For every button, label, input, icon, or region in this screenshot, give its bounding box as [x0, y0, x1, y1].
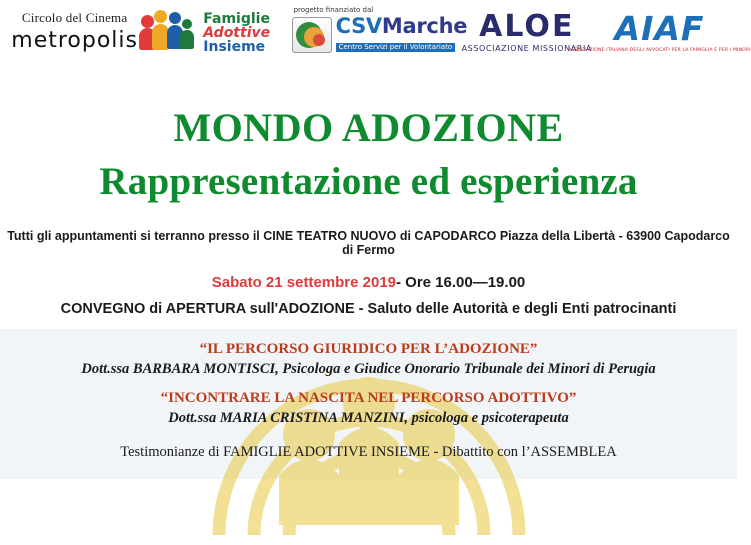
event-date: Sabato 21 settembre 2019: [211, 274, 396, 291]
logo-fai-line3: Insieme: [203, 39, 266, 56]
talk-title: “IL PERCORSO GIURIDICO PER L’ADOZIONE”: [199, 341, 538, 357]
logo-aloe: [462, 6, 592, 53]
csv-arcs-icon: [292, 17, 332, 53]
talks-list: [0, 329, 737, 461]
logo-famiglie-adottive-insieme: [139, 6, 291, 58]
logo-fai-text: [203, 12, 270, 55]
logo-fai-line1: Famiglie: [203, 10, 270, 27]
logo-aiaf-wordmark: AIAF: [614, 9, 705, 48]
logo-aiaf-subtitle: ASSOCIAZIONE ITALIANA DEGLI AVVOCATI PER LA FAMIGLIA E PER I MINORI: [568, 48, 751, 53]
closing-note: Testimonianze di FAMIGLIE ADOTTIVE INSIEME - Dibattito con l’ASSEMBLEA: [120, 444, 617, 460]
opening-session: CONVEGNO di APERTURA sull'ADOZIONE - Saluto delle Autorità e degli Enti patrocinanti: [60, 301, 677, 317]
logo-fai-line2: Adottive: [203, 24, 271, 41]
venue-info: Tutti gli appuntamenti si terranno presso il CINE TEATRO NUOVO di CAPODARCO Piazza della Libertà - 63900 Capodarco di Fermo: [7, 229, 730, 257]
logo-csv-word2: Marche: [381, 14, 468, 38]
talk-speaker: Dott.ssa BARBARA MONTISCI, Psicologa e Giudice Onorario Tribunale dei Minori di Perugia: [81, 361, 656, 377]
logo-csv-marche: [292, 6, 468, 53]
event-time: - Ore 16.00—19.00: [396, 274, 526, 291]
family-group-icon: [139, 8, 199, 58]
logo-csv-word1: CSV: [335, 14, 382, 38]
logo-circolo-del-cinema-metropolis: [10, 6, 139, 53]
logo-aloe-subtitle: ASSOCIAZIONE MISSIONARIA: [461, 44, 592, 53]
logo-csv-wordmark: [336, 16, 468, 37]
poster-subtitle: Rappresentazione ed esperienza: [99, 160, 638, 203]
logo-cinema-line2: metropolis: [11, 28, 138, 53]
sponsor-logo-strip: [0, 0, 751, 72]
logo-csv-subtitle: Centro Servizi per il Volontariato: [336, 43, 456, 52]
logo-aiaf: [568, 6, 751, 53]
logo-aloe-wordmark: ALOE: [479, 9, 575, 44]
logo-cinema-line1: Circolo del Cinema: [21, 10, 128, 25]
poster-title: MONDO ADOZIONE: [173, 105, 564, 150]
logo-csv-funding-note: progetto finanziato dal: [293, 6, 374, 14]
talk-title: “INCONTRARE LA NASCITA NEL PERCORSO ADOTTIVO”: [160, 390, 577, 406]
headline-block: [0, 104, 737, 204]
program-section: [0, 329, 737, 479]
talk-speaker: Dott.ssa MARIA CRISTINA MANZINI, psicologa e psicoterapeuta: [168, 410, 569, 426]
